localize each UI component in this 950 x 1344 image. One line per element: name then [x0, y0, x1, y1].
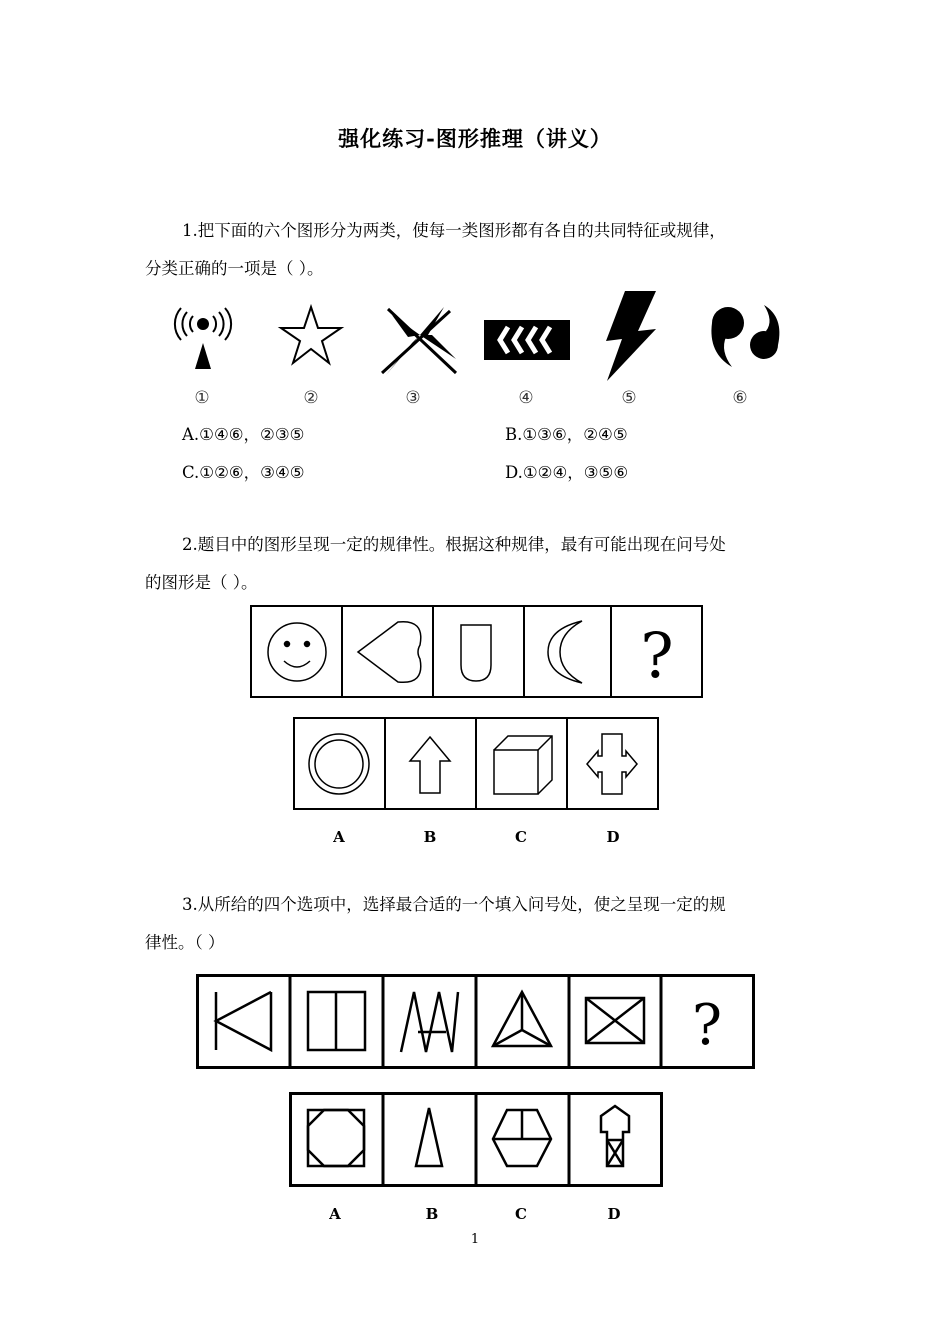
- q2-answer-label-d[interactable]: D: [606, 828, 620, 846]
- q1-figure-number-3: ③: [405, 388, 421, 408]
- q1-figure-chevron-banner-icon: [484, 320, 570, 360]
- q1-figure-pinwheel-icon: [382, 307, 456, 375]
- q1-line2: 分类正确的一项是（ ）。: [145, 259, 324, 278]
- q1-figure-lightning-icon: [606, 291, 656, 381]
- q2-answers: [293, 717, 660, 811]
- q3-zigzag-m-icon: [401, 992, 458, 1052]
- q3-line2: 律性。（ ）: [145, 933, 225, 952]
- q2-question-mark: ?: [640, 619, 674, 692]
- q1-figure-number-2: ②: [303, 388, 319, 408]
- q3-answers: [289, 1092, 664, 1188]
- q2-answer-label-c[interactable]: C: [515, 828, 527, 846]
- q1-text: [145, 212, 810, 288]
- q3-triangle-star-icon: [493, 992, 551, 1046]
- q2-answer-b-arrow-up-icon: [410, 737, 450, 793]
- q2-answer-d-double-arrow-icon: [587, 734, 637, 794]
- q3-answer-label-d[interactable]: D: [607, 1205, 621, 1223]
- page-number: 1: [470, 1232, 480, 1247]
- q2-sideways-heart-icon: [358, 622, 421, 683]
- q3-crossed-rectangle-icon: [586, 998, 644, 1043]
- q1-figure-comma-pair-icon: [711, 305, 779, 367]
- q1-line1: 1.把下面的六个图形分为两类，使每一类图形都有各自的共同特征或规律，: [182, 221, 726, 240]
- q3-answer-a-octagon-square-icon: [308, 1110, 364, 1166]
- q3-text: [145, 886, 810, 962]
- q2-line1: 2.题目中的图形呈现一定的规律性。根据这种规律，最有可能出现在问号处: [182, 535, 726, 554]
- q1-figure-star-icon: [281, 307, 341, 363]
- q2-answer-c-cube-icon: [494, 736, 552, 794]
- q3-question-mark: ?: [691, 993, 723, 1058]
- q3-answer-d-arrow-box-icon: [601, 1106, 629, 1166]
- q2-sequence: [250, 605, 704, 699]
- q2-u-shape-icon: [461, 625, 491, 681]
- q1-option-d[interactable]: D.①②④，③⑤⑥: [505, 463, 629, 482]
- page-title: 强化练习-图形推理（讲义）: [338, 126, 612, 151]
- q3-flag-triangle-icon: [216, 992, 271, 1050]
- q1-figure-antenna-icon: [175, 308, 231, 369]
- q2-crescent-icon: [548, 621, 582, 683]
- q1-figure-number-5: ⑤: [621, 388, 637, 408]
- q3-answer-label-c[interactable]: C: [515, 1205, 527, 1223]
- q3-answer-label-a[interactable]: A: [329, 1205, 341, 1223]
- q1-figures: [160, 285, 800, 385]
- q2-answer-a-double-circle-icon: [309, 734, 369, 794]
- q3-answer-c-hexagon-icon: [493, 1110, 551, 1166]
- q3-answer-label-b[interactable]: B: [425, 1205, 439, 1223]
- q1-option-b[interactable]: B.①③⑥，②④⑤: [505, 425, 628, 444]
- q2-line2: 的图形是（ ）。: [145, 573, 258, 592]
- q1-figure-number-4: ④: [518, 388, 534, 408]
- q1-figure-number-1: ①: [194, 388, 210, 408]
- q2-answer-label-a[interactable]: A: [333, 828, 345, 846]
- q1-option-a[interactable]: A.①④⑥，②③⑤: [182, 425, 305, 444]
- q2-answer-label-b[interactable]: B: [423, 828, 437, 846]
- q3-split-square-icon: [308, 992, 365, 1050]
- q1-option-c[interactable]: C.①②⑥，③④⑤: [182, 463, 305, 482]
- q2-smiley-icon: [268, 623, 326, 681]
- q2-text: [145, 526, 810, 602]
- q3-sequence: [196, 974, 756, 1070]
- q3-line1: 3.从所给的四个选项中，选择最合适的一个填入问号处，使之呈现一定的规: [182, 895, 726, 914]
- q3-answer-b-thin-triangle-icon: [416, 1108, 442, 1166]
- q1-figure-number-6: ⑥: [732, 388, 748, 408]
